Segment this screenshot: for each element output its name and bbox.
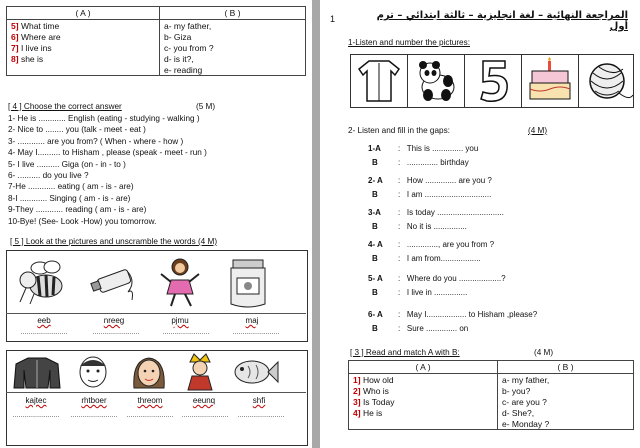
table-row: 1] How old a- my father, bbox=[349, 374, 634, 386]
list-item: 5- I live .......... Giga (on - in - to ) bbox=[8, 159, 126, 169]
list-item: 8-I ............ Singing ( am - is - are) bbox=[8, 193, 131, 203]
jumping-girl-icon bbox=[157, 256, 203, 308]
jacket-icon bbox=[12, 356, 62, 390]
listen-pictures bbox=[350, 54, 634, 108]
list-item: 4- May I.......... to Hisham , please (speak - meet - run ) bbox=[8, 148, 207, 158]
dialogue-label: 2- A bbox=[368, 176, 383, 185]
section-5-title: [ 5 ] Look at the pictures and unscramble the words (4 M) bbox=[10, 237, 218, 246]
q3-marks: (4 M) bbox=[534, 348, 554, 357]
answer-blank[interactable]: ........................ bbox=[232, 329, 280, 336]
dialogue-line: : I am from.................. bbox=[398, 254, 481, 263]
shirt-icon bbox=[351, 55, 408, 107]
q2-title: 2- Listen and fill in the gaps: bbox=[348, 126, 450, 135]
match-table-top bbox=[6, 6, 306, 76]
dialogue-line: : Is today .............................. bbox=[398, 208, 504, 217]
dialogue-label: B bbox=[372, 190, 378, 199]
list-item: 1- He is ............ English (eating - studying - walking ) bbox=[8, 114, 200, 123]
dialogue-label: B bbox=[372, 324, 378, 333]
answer-blank[interactable]: ........................ bbox=[12, 412, 60, 419]
answer-blank[interactable]: ........................ bbox=[181, 412, 229, 419]
table-row: 2] Who is b- you? bbox=[349, 385, 634, 396]
jam-jar-icon bbox=[225, 256, 271, 310]
dialogue-line: : I am .............................. bbox=[398, 190, 492, 199]
scrambled-word: pjmu bbox=[171, 316, 189, 325]
dialogue-label: 3-A bbox=[368, 208, 381, 217]
dialogue-line: : I live in ............... bbox=[398, 288, 468, 297]
mother-face-icon bbox=[130, 354, 168, 390]
table-row: 8] she is d- is it?, bbox=[7, 53, 306, 64]
answer-blank[interactable]: ........................ bbox=[162, 329, 210, 336]
scrambled-word: eeunq bbox=[192, 396, 216, 405]
dialogue-label: B bbox=[372, 254, 378, 263]
dialogue-line: : Where do you ...................? bbox=[398, 274, 506, 283]
dialogue-label: 6- A bbox=[368, 310, 383, 319]
list-item: 10-Bye! (See- Look -How) you tomorrow. bbox=[8, 216, 157, 226]
left-page bbox=[0, 0, 312, 448]
match-header-a: ( A ) bbox=[7, 7, 160, 20]
page-number: 1 bbox=[330, 14, 336, 24]
dialogue-line: : This is .............. you bbox=[398, 144, 479, 153]
choose-list bbox=[8, 113, 207, 227]
birthday-cake-icon bbox=[522, 55, 579, 107]
scrambled-word: kajtec bbox=[25, 396, 47, 405]
table-row: 5] What time a- my father, bbox=[7, 20, 306, 32]
q3-title: [ 3 ] Read and match A with B: bbox=[350, 348, 460, 357]
table-row: e- Monday ? bbox=[349, 418, 634, 430]
dialogue-line: : No it is ............... bbox=[398, 222, 467, 231]
answer-blank[interactable]: ........................ bbox=[237, 412, 285, 419]
scrambled-word: threom bbox=[137, 396, 163, 405]
table-row: 6] Where are b- Giza bbox=[7, 31, 306, 42]
yarn-ball-icon bbox=[579, 55, 635, 107]
q1-title: 1-Listen and number the pictures: bbox=[348, 38, 470, 47]
list-item: 3- ............ are you from? ( When - where - how ) bbox=[8, 136, 184, 146]
scrambled-word: nreeg bbox=[103, 316, 125, 325]
dialogue-line: : .............. birthday bbox=[398, 158, 469, 167]
dialogue-label: 1-A bbox=[368, 144, 381, 153]
right-page bbox=[320, 0, 640, 448]
list-item: 7-He ............ eating ( am - is - are) bbox=[8, 182, 134, 192]
list-item: 2- Nice to ........ you (talk - meet - eat ) bbox=[8, 125, 146, 135]
scrambled-word: eeb bbox=[37, 316, 51, 325]
table-row: 7] I live ins c- you from ? bbox=[7, 42, 306, 53]
number-five-icon bbox=[465, 55, 522, 107]
dialogue-label: B bbox=[372, 222, 378, 231]
scrambled-word: maj bbox=[245, 316, 259, 325]
table-row: 4] He is d- She?, bbox=[349, 407, 634, 418]
table-row: 3] Is Today c- are you ? bbox=[349, 396, 634, 407]
match-header-a: ( A ) bbox=[349, 361, 498, 374]
fish-icon bbox=[230, 354, 280, 390]
panda-icon bbox=[408, 55, 465, 107]
queen-icon bbox=[180, 352, 220, 392]
answer-blank[interactable]: ........................ bbox=[126, 412, 174, 419]
table-row: e- reading bbox=[7, 64, 306, 76]
dialogue-line: : Sure .............. on bbox=[398, 324, 469, 333]
scrambled-word: shfi bbox=[252, 396, 266, 405]
answer-blank[interactable]: ........................ bbox=[20, 329, 68, 336]
list-item: 9-They ............ reading ( am - is - are) bbox=[8, 205, 147, 215]
page-title: المراجعة النهائية – لغة انجليزية – ثالثة ابتدائي – ترم أول bbox=[376, 10, 628, 32]
section-4-marks: (5 M) bbox=[196, 102, 216, 111]
section-4-title: [ 4 ] Choose the correct answer bbox=[8, 102, 122, 111]
match-header-b: ( B ) bbox=[160, 7, 306, 20]
answer-blank[interactable]: ........................ bbox=[70, 412, 118, 419]
list-item: 6- .......... do you live ? bbox=[8, 171, 89, 181]
match-table-bottom bbox=[348, 360, 634, 430]
dialogue-label: B bbox=[372, 158, 378, 167]
dialogue-line: : May I.................. to Hisham ,please? bbox=[398, 310, 538, 319]
scrambled-word: rhtboer bbox=[81, 396, 107, 405]
answer-blank[interactable]: ........................ bbox=[92, 329, 140, 336]
dialogue-label: 5- A bbox=[368, 274, 383, 283]
match-header-b: ( B ) bbox=[498, 361, 634, 374]
dialogue-line: : How .............. are you ? bbox=[398, 176, 492, 185]
dialogue-label: B bbox=[372, 288, 378, 297]
dialogue-line: : .............., are you from ? bbox=[398, 240, 495, 249]
bee-icon bbox=[12, 258, 72, 308]
paint-tube-icon bbox=[88, 260, 140, 305]
q2-marks: (4 M) bbox=[528, 126, 548, 135]
dialogue-label: 4- A bbox=[368, 240, 383, 249]
brother-face-icon bbox=[74, 354, 112, 390]
